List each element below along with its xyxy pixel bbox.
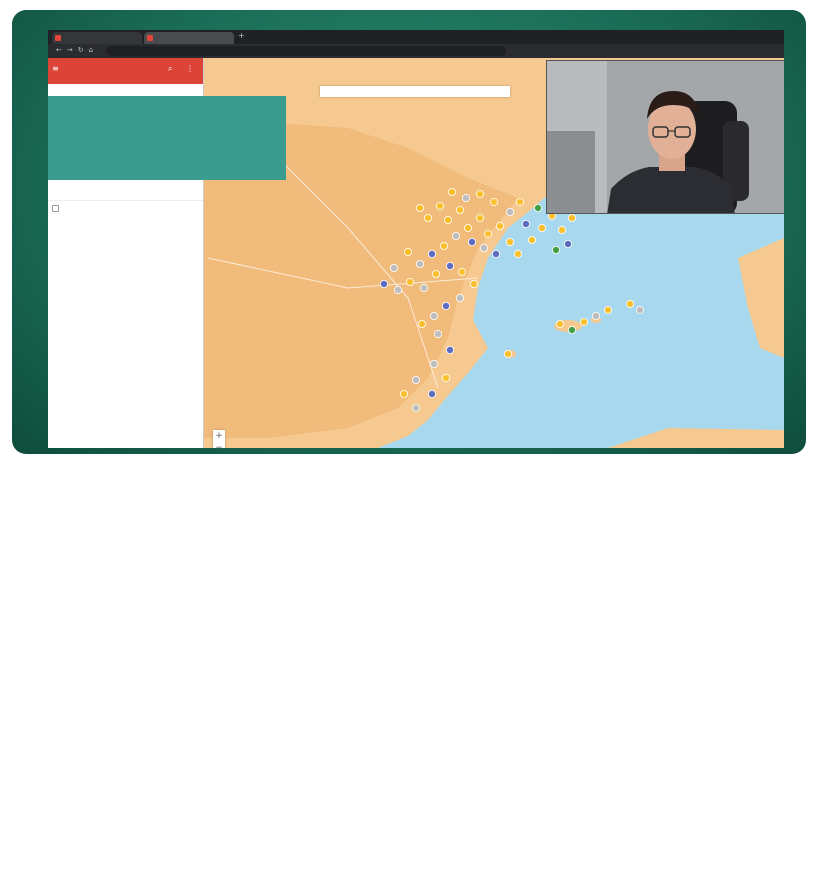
video-thumbnail[interactable] (12, 10, 806, 454)
new-tab-icon[interactable]: + (238, 31, 245, 40)
webcam-feed (546, 60, 784, 214)
browser-nav-icons[interactable]: ←→↻⌂ (56, 46, 99, 54)
layer-checkbox[interactable] (52, 205, 59, 212)
layer-header[interactable] (48, 200, 204, 216)
search-icon[interactable]: ⌕ (168, 64, 173, 73)
zoom-control[interactable] (213, 430, 225, 448)
more-options-icon[interactable]: ⋮ (186, 64, 194, 73)
url-input[interactable] (106, 46, 506, 56)
menu-icon[interactable]: ≡ (52, 64, 59, 73)
browser-tab-2[interactable] (144, 32, 234, 44)
browser-address-bar (48, 44, 784, 58)
north-africa-shape (608, 428, 784, 448)
screen-recording (48, 30, 784, 448)
sidebar-header (48, 58, 204, 84)
sardinia-shape (738, 238, 784, 358)
project-title-banner (48, 96, 286, 180)
maps-favicon-icon (147, 35, 153, 41)
zoom-out-icon[interactable]: − (215, 443, 223, 448)
browser-tab-bar (48, 30, 784, 44)
layer-list (48, 196, 204, 216)
maps-favicon-icon (55, 35, 61, 41)
map-share-notice (320, 86, 510, 97)
zoom-in-icon[interactable]: + (215, 431, 223, 441)
presenter-figure (547, 61, 784, 214)
browser-tab-1[interactable] (52, 32, 142, 44)
